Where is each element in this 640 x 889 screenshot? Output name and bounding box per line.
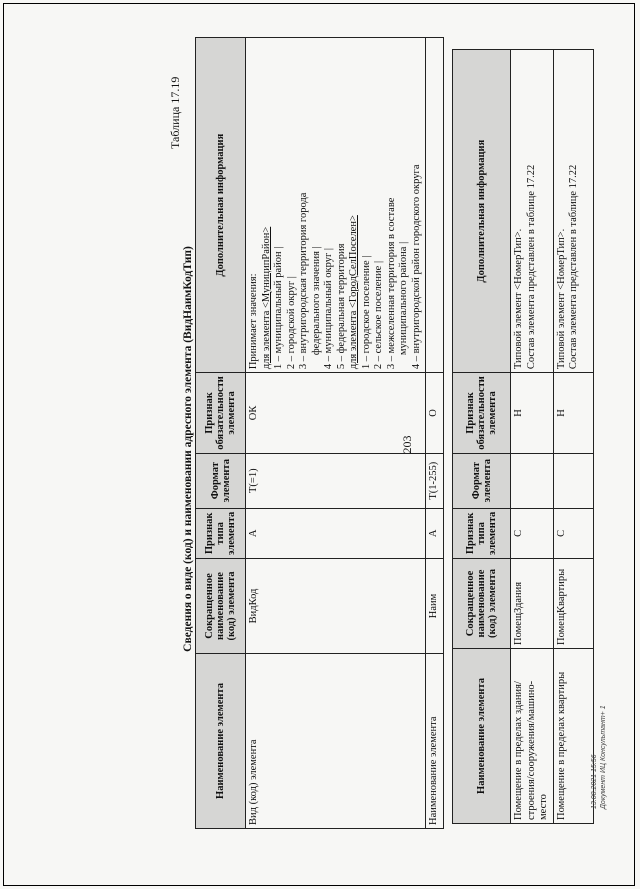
cell-name: Помещение в пределах квартиры — [553, 649, 593, 824]
cell-abbr: Наим — [426, 559, 444, 654]
cell-name: Помещение в пределах здания/ строения/сооружения/машино- место — [511, 649, 554, 824]
cell-type: А — [246, 508, 426, 558]
header-name: Наименование элемента — [196, 654, 246, 829]
header-format: Формат элемента — [196, 453, 246, 508]
cell-type: С — [511, 508, 554, 558]
cell-required: ОК — [246, 373, 426, 454]
cell-info: Типовой элемент <НомерТип>. Состав элемента представлен в таблице 17.22 — [553, 50, 593, 373]
section-title: Сведения о виде (код) и наименовании адресного элемента (ВидНаимКодТип) — [182, 246, 194, 652]
cell-required: О — [426, 373, 444, 454]
cell-required: Н — [553, 373, 593, 454]
header-abbr: Сокращенное наименование (код) элемента — [453, 559, 511, 649]
cell-name: Наименование элемента — [426, 654, 444, 829]
table-caption: Таблица 17.19 — [168, 76, 182, 149]
table-bottom — [195, 37, 444, 829]
cell-format: T(=1) — [246, 453, 426, 508]
cell-info: Принимает значения: для элемента <МуниципРайон> 1 – муниципальный район | 2 – городской округ | 3 – внутригородская территория города федерального значения | 4 – муниципальный округ | 5 – федеральная территория для элемента <ГородСелПоселен> 1 – городское поселение | 2 – сельское поселение | 3 – межселенная территория в составе муниципального района | 4 – внутригородской район городского округа — [246, 38, 426, 373]
header-type: Признак типа элемента — [196, 508, 246, 558]
cell-abbr: ПомещКвартиры — [553, 559, 593, 649]
table-row — [511, 50, 554, 824]
table-top — [452, 49, 594, 824]
cell-format: T(1-255) — [426, 453, 444, 508]
header-format: Формат элемента — [453, 453, 511, 508]
cell-format — [553, 453, 593, 508]
cell-name: Вид (код) элемента — [246, 654, 426, 829]
cell-required: Н — [511, 373, 554, 454]
table-row — [246, 38, 426, 829]
header-type: Признак типа элемента — [453, 508, 511, 558]
cell-format — [511, 453, 554, 508]
header-info: Дополнительная информация — [453, 50, 511, 373]
header-name: Наименование элемента — [453, 649, 511, 824]
cell-type: С — [553, 508, 593, 558]
cell-info — [426, 38, 444, 373]
table-row — [426, 38, 444, 829]
header-abbr: Сокращенное наименование (код) элемента — [196, 559, 246, 654]
print-stamp: 13.08.2021 15:56 Документ ИЦ Консультант+ 1 — [591, 705, 607, 809]
header-required: Признак обязательности элемента — [196, 373, 246, 454]
group-title: для элемента <МуниципРайон> — [260, 226, 272, 370]
cell-abbr: ВидКод — [246, 559, 426, 654]
cell-abbr: ПомещЗдания — [511, 559, 554, 649]
cell-info: Типовой элемент <НомерТип>. Состав элемента представлен в таблице 17.22 — [511, 50, 554, 373]
table-row — [553, 50, 593, 824]
group-title: для элемента <ГородСелПоселен> — [348, 215, 359, 370]
header-required: Признак обязательности элемента — [453, 373, 511, 454]
page-number: 203 — [400, 435, 414, 454]
header-info: Дополнительная информация — [196, 38, 246, 373]
cell-type: А — [426, 508, 444, 558]
